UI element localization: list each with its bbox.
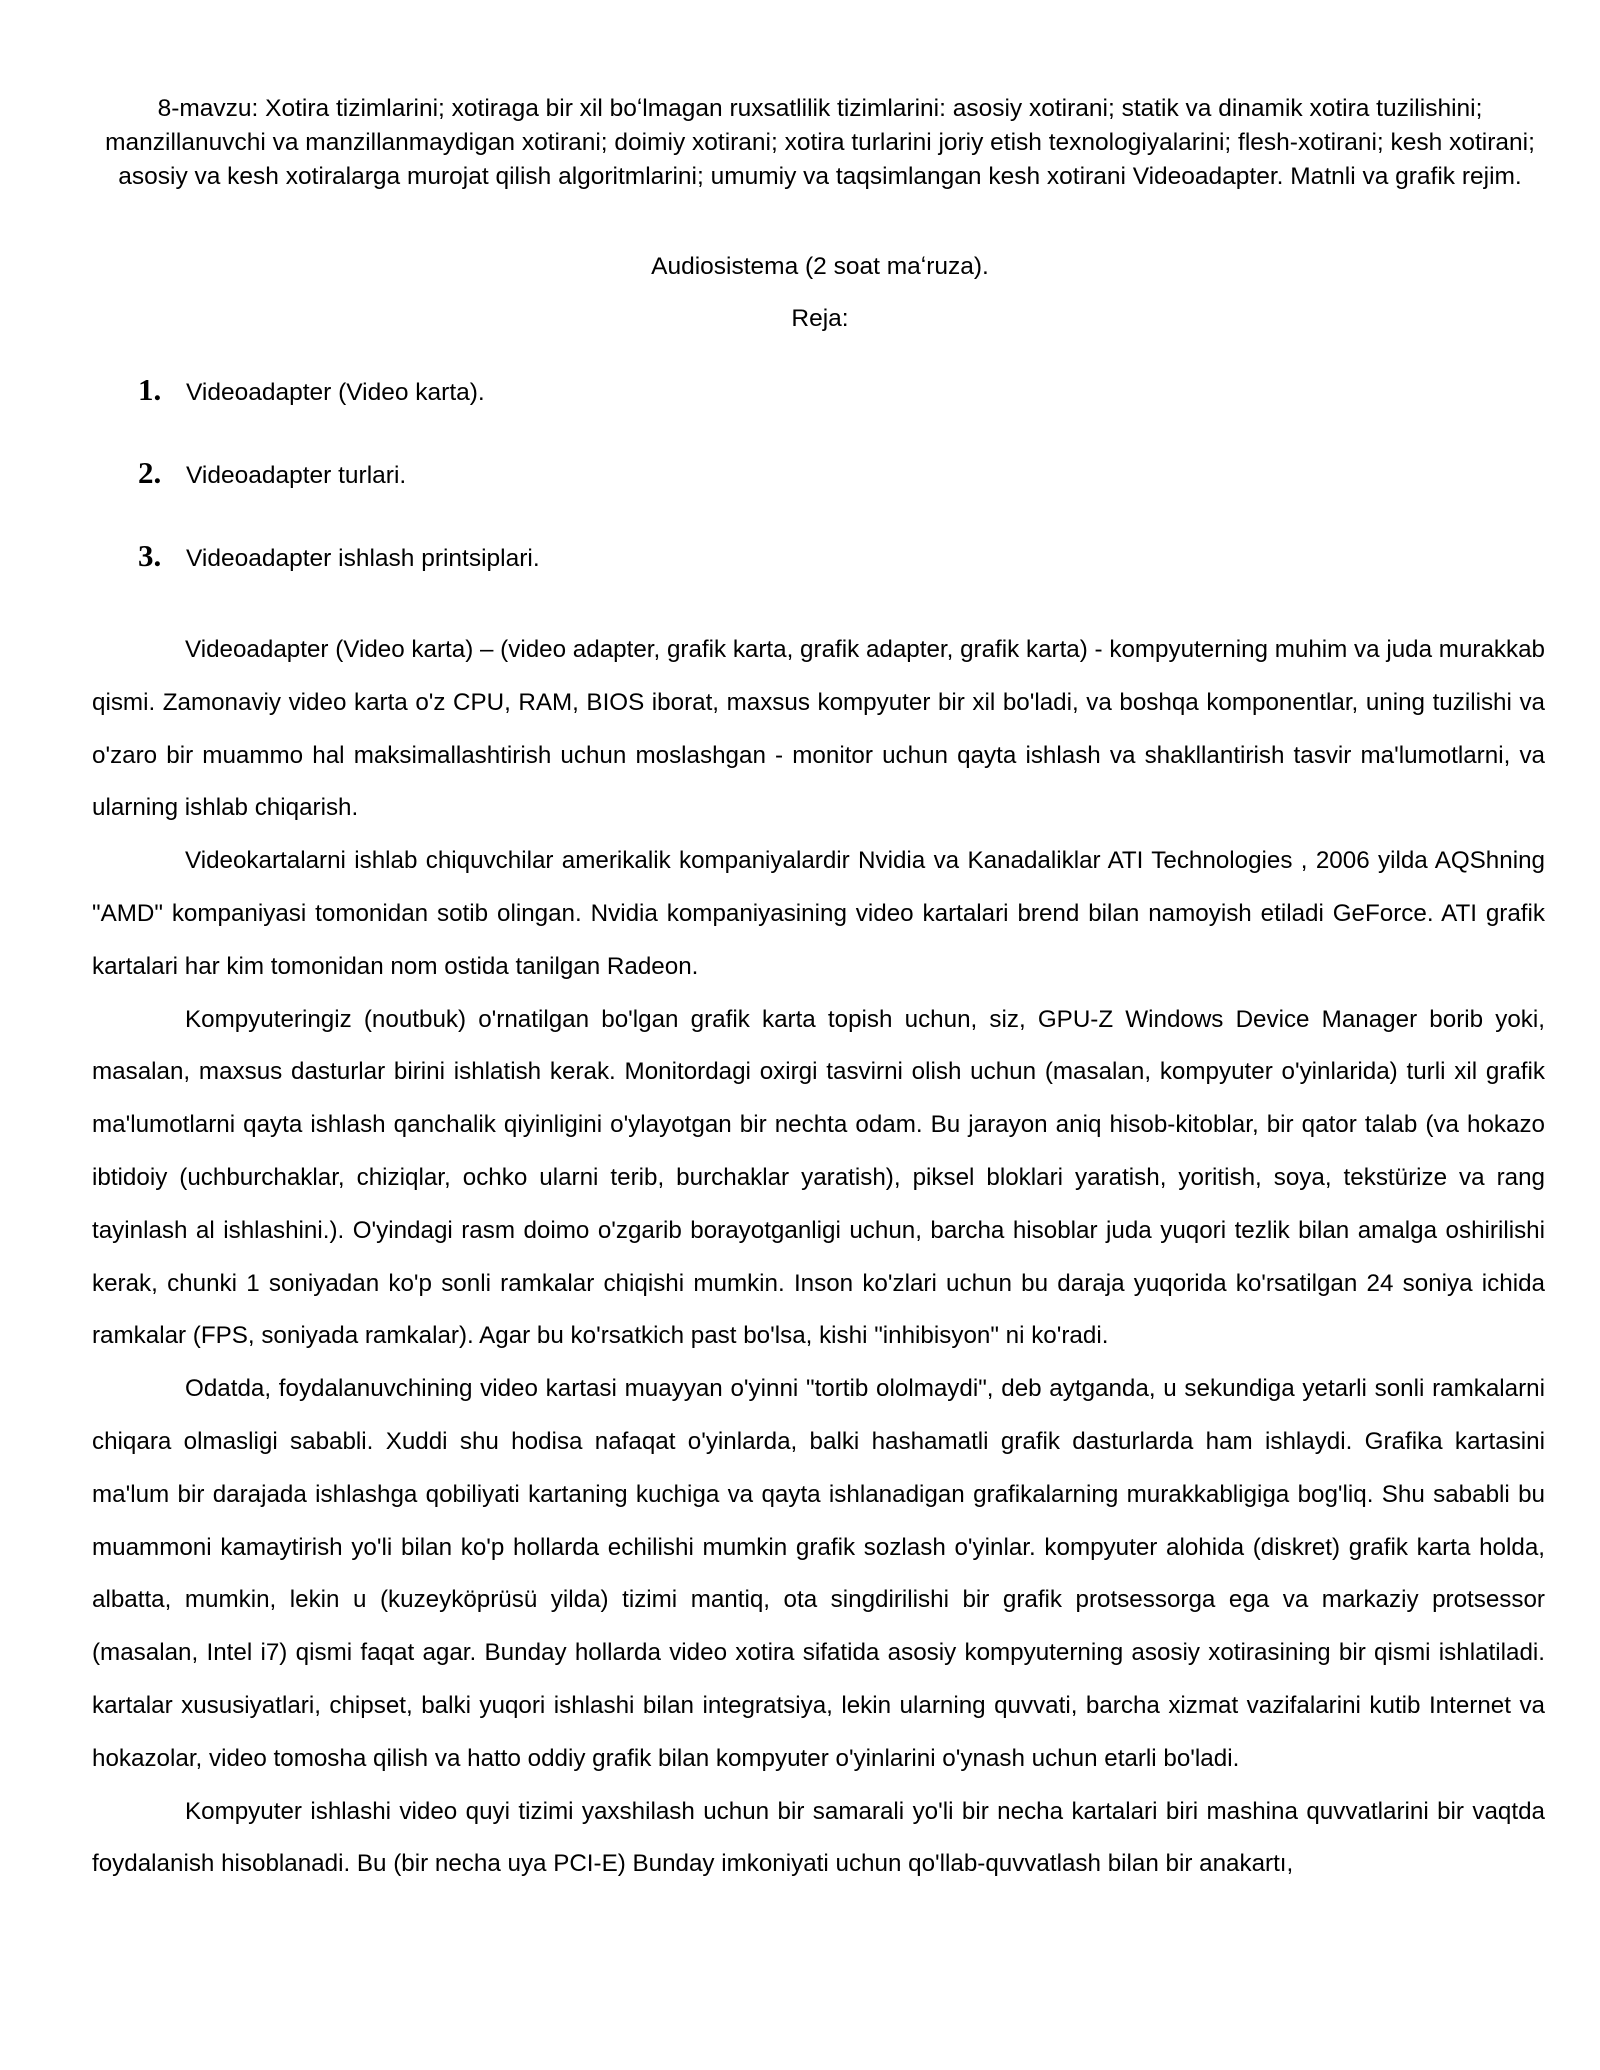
plan-item-number: 1. (138, 372, 162, 407)
body-paragraph: Videokartalarni ishlab chiquvchilar amerikalik kompaniyalardir Nvidia va Kanadaliklar ATI Technologies , 2006 yilda AQShning "AMD" kompaniyasi tomonidan sotib olingan. Nvidia kompaniyasining video kartalari brend bilan namoyish etiladi GeForce. ATI grafik kartalari har kim tomonidan nom ostida tanilgan Radeon. (92, 847, 1545, 980)
plan-item-number: 2. (138, 455, 162, 490)
plan-item-text: Videoadapter turlari. (186, 462, 407, 489)
plan-list (138, 372, 1338, 621)
document-title: 8-mavzu: Xotira tizimlarini; xotiraga bir xil boʻlmagan ruxsatlilik tizimlarini: asosiy xotirani; statik va dinamik xotira tuzilishini; manzillanuvchi va manzillanmaydigan xotirani; doimiy xotirani; xotira turlarini joriy etish texnologiyalarini; flesh-xotirani; kesh xotirani; asosiy va kesh xotiralarga murojat qilish algoritmlarini; umumiy va taqsimlangan kesh xotirani Videoadapter. Matnli va grafik rejim. (105, 95, 1535, 190)
body-paragraph: Videoadapter (Video karta) – (video adapter, grafik karta, grafik adapter, grafik karta) - kompyuterning muhim va juda murakkab qismi. Zamonaviy video karta o'z CPU, RAM, BIOS iborat, maxsus kompyuter bir xil bo'ladi, va boshqa komponentlar, uning tuzilishi va o'zaro bir muammo hal maksimallashtirish uchun moslashgan - monitor uchun qayta ishlash va shakllantirish tasvir ma'lumotlarni, va ularning ishlab chiqarish. (92, 636, 1545, 822)
body-paragraph: Odatda, foydalanuvchining video kartasi muayyan o'yinni "tortib ololmaydi", deb aytganda, u sekundiga yetarli sonli ramkalarni chiqara olmasligi sababli. Xuddi shu hodisa nafaqat o'yinlarda, balki hashamatli grafik dasturlarda ham ishlaydi. Grafika kartasini ma'lum bir darajada ishlashga qobiliyati kartaning kuchiga va qayta ishlanadigan grafikalarning murakkabligiga bog'liq. Shu sababli bu muammoni kamaytirish yo'li bilan ko'p hollarda echilishi mumkin grafik sozlash o'yinlar. kompyuter alohida (diskret) grafik karta holda, albatta, mumkin, lekin u (kuzeyköprüsü yilda) tizimi mantiq, ota singdirilishi bir grafik protsessorga ega va markaziy protsessor (masalan, Intel i7) qismi faqat agar. Bunday hollarda video xotira sifatida asosiy kompyuterning asosiy xotirasining bir qismi ishlatiladi. kartalar xususiyatlari, chipset, balki yuqori ishlashi bilan integratsiya, lekin ularning quvvati, barcha xizmat vazifalarini kutib Internet va hokazolar, video tomosha qilish va hatto oddiy grafik bilan kompyuter o'yinlarini o'ynash uchun etarli bo'ladi. (92, 1375, 1545, 1772)
plan-item-number: 3. (138, 538, 162, 573)
plan-item (138, 538, 1338, 621)
plan-item-text: Videoadapter ishlash printsiplari. (186, 545, 540, 572)
plan-heading: Reja: (791, 305, 849, 332)
body-text (92, 624, 1545, 1891)
body-paragraph: Kompyuteringiz (noutbuk) o'rnatilgan bo'lgan grafik karta topish uchun, siz, GPU-Z Windows Device Manager borib yoki, masalan, maxsus dasturlar birini ishlatish kerak. Monitordagi oxirgi tasvirni olish uchun (masalan, kompyuter o'yinlarida) turli xil grafik ma'lumotlarni qayta ishlash qanchalik qiyinligini o'ylayotgan bir nechta odam. Bu jarayon aniq hisob-kitoblar, bir qator talab (va hokazo ibtidoiy (uchburchaklar, chiziqlar, ochko ularni terib, burchaklar yaratish), piksel bloklari yaratish, yoritish, soya, tekstürize va rang tayinlash al ishlashini.). O'yindagi rasm doimo o'zgarib borayotganligi uchun, barcha hisoblar juda yuqori tezlik bilan amalga oshirilishi kerak, chunki 1 soniyadan ko'p sonli ramkalar chiqishi mumkin. Inson ko'zlari uchun bu daraja yuqorida ko'rsatilgan 24 soniya ichida ramkalar (FPS, soniyada ramkalar). Agar bu ko'rsatkich past bo'lsa, kishi "inhibisyon" ni ko'radi. (92, 1005, 1545, 1350)
plan-item (138, 372, 1338, 455)
plan-item (138, 455, 1338, 538)
plan-item-text: Videoadapter (Video karta). (186, 379, 485, 406)
body-paragraph: Kompyuter ishlashi video quyi tizimi yaxshilash uchun bir samarali yo'li bir necha kartalari biri mashina quvvatlarini bir vaqtda foydalanish hisoblanadi. Bu (bir necha uya PCI-E) Bunday imkoniyati uchun qo'llab-quvvatlash bilan bir anakartı, (92, 1797, 1545, 1878)
document-subtitle: Audiosistema (2 soat maʻruza). (651, 253, 989, 280)
